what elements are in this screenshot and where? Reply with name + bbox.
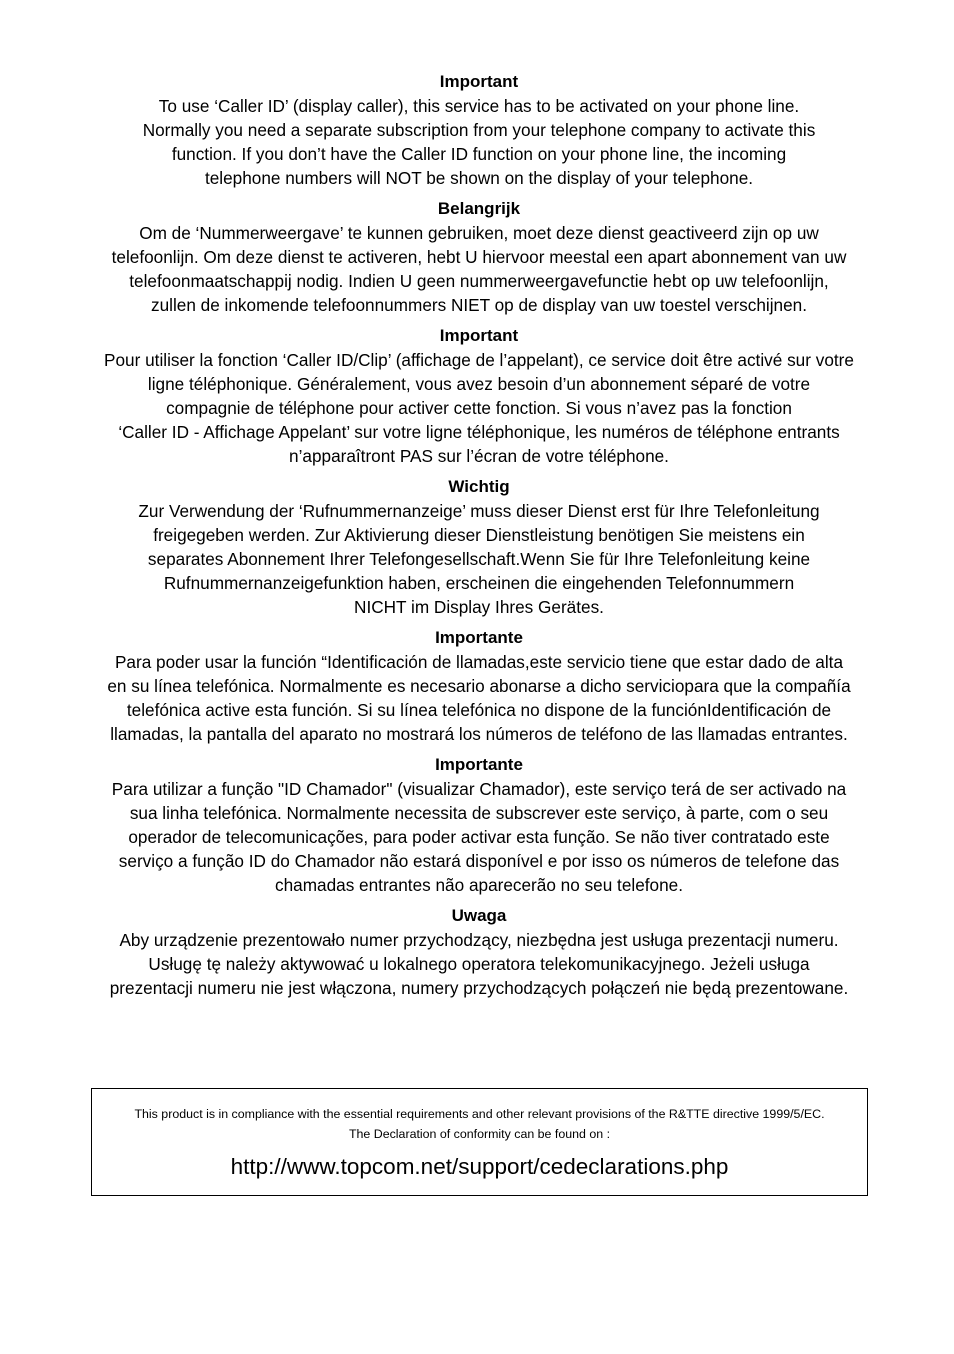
notice-title: Importante	[435, 628, 523, 647]
notice-body: Zur Verwendung der ‘Rufnummernanzeige’ muss dieser Dienst erst für Ihre Telefonleitung freigegeben werden. Zur Aktivierung dieser Dienstleistung benötigen Sie meistens ein separates Abonnement Ihrer Telefongesellschaft.Wenn Sie für Ihre Telefonleitung keine Rufnummernanzeigefunktion haben, erscheinen die eingehenden Telefonnummern NICHT im Display Ihres Gerätes.	[138, 501, 820, 617]
notice-title: Importante	[435, 755, 523, 774]
notice-title: Belangrijk	[437, 199, 521, 218]
notice-body: Para utilizar a função "ID Chamador" (visualizar Chamador), este serviço terá de ser activado na sua linha telefónica. Normalmente necessita de subscrever este serviço, à parte, com o seu operador de telecomunicações, para poder activar esta função. Se não tiver contratado este serviço a função ID do Chamador não estará disponível e por isso os números de telefone das chamadas entrantes não aparecerão no seu telefone.	[111, 779, 847, 895]
notice-title: Wichtig	[448, 477, 510, 496]
notice-french	[58, 324, 900, 468]
notice-body: Om de ‘Nummerweergave’ te kunnen gebruiken, moet deze dienst geactiveerd zijn op uw telefoonlijn. Om deze dienst te activeren, hebt U hiervoor meestal een apart abonnement van uw telefoonmaatschappij nodig. Indien U geen nummerweergavefunctie hebt op uw telefoonlijn, zullen de inkomende telefoonnummers NIET op de display van uw toestel verschijnen.	[111, 223, 847, 315]
notice-title: Uwaga	[451, 906, 507, 925]
notice-spanish	[58, 626, 900, 746]
notice-dutch	[58, 197, 900, 317]
compliance-statement: This product is in compliance with the essential requirements and other relevant provisions of the R&TTE directive 1999/5/EC. The Declaration of conformity can be found on :	[134, 1107, 825, 1141]
notice-portuguese	[58, 753, 900, 897]
notice-body: To use ‘Caller ID’ (display caller), this service has to be activated on your phone line. Normally you need a separate subscription from your telephone company to activate this function. If you don’t have the Caller ID function on your phone line, the incoming telephone numbers will NOT be shown on the display of your telephone.	[142, 96, 816, 188]
notice-english	[58, 70, 900, 190]
notice-german	[58, 475, 900, 619]
notice-title: Important	[439, 326, 519, 345]
notice-body: Pour utiliser la fonction ‘Caller ID/Clip’ (affichage de l’appelant), ce service doit être activé sur votre ligne téléphonique. Généralement, vous avez besoin d’un abonnement séparé de votre compagnie de téléphone pour activer cette fonction. Si vous n’avez pas la fonction ‘Caller ID - Affichage Appelant’ sur votre ligne téléphonique, les numéros de téléphone entrants n’apparaîtront PAS sur l’écran de votre téléphone.	[104, 350, 854, 466]
notice-body: Aby urządzenie prezentowało numer przychodzący, niezbędna jest usługa prezentacji numeru. Usługę tę należy aktywować u lokalnego operatora telekomunikacyjnego. Jeżeli usługa prezentacji numeru nie jest włączona, numery przychodzących połączeń nie będą prezentowane.	[109, 930, 849, 998]
declaration-url: http://www.topcom.net/support/cedeclarations.php	[230, 1154, 729, 1179]
caller-id-notices	[58, 70, 900, 1007]
compliance-box	[91, 1088, 868, 1196]
notice-title: Important	[439, 72, 519, 91]
notice-body: Para poder usar la función “Identificación de llamadas,este servicio tiene que estar dado de alta en su línea telefónica. Normalmente es necesario abonarse a dicho serviciopara que la compañía telefónica active esta función. Si su línea telefónica no dispone de la funciónIdentificación de llamadas, la pantalla del aparato no mostrará los números de teléfono de las llamadas entrantes.	[107, 652, 851, 744]
notice-polish	[58, 904, 900, 1000]
